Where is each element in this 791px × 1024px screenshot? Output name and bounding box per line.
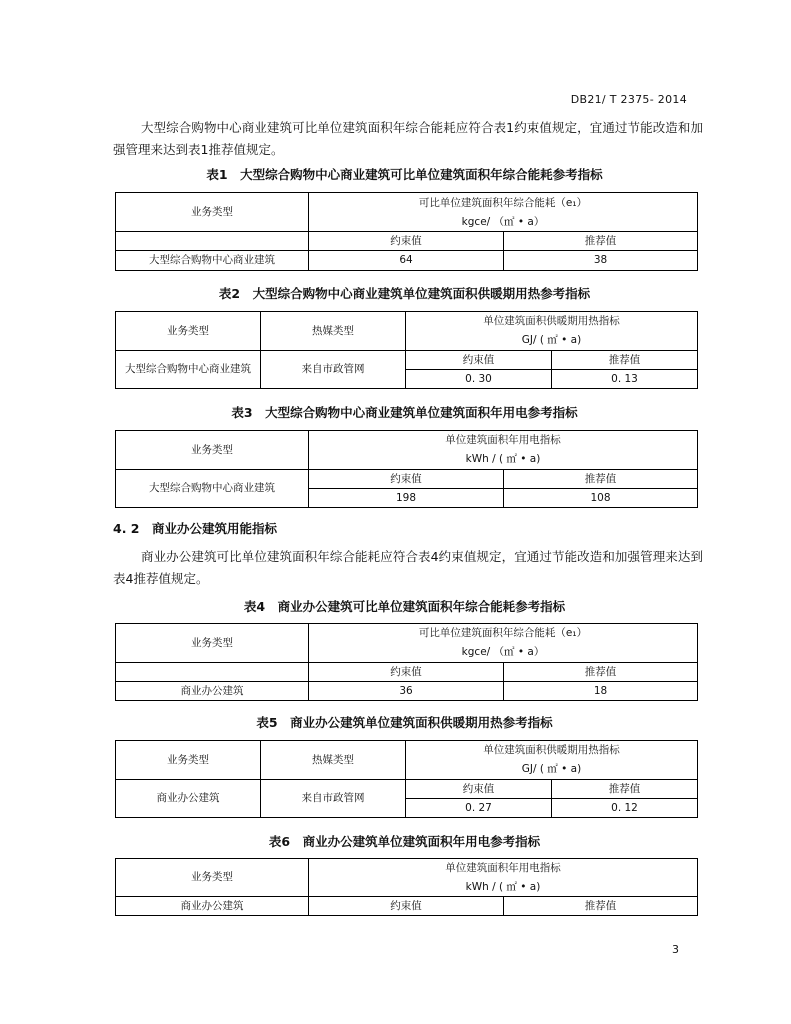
table1-header-type-spacer bbox=[116, 232, 309, 251]
table3-header-constraint: 约束值 bbox=[309, 470, 504, 489]
table-row bbox=[116, 897, 698, 916]
table4-header-type: 业务类型 bbox=[116, 624, 309, 663]
table5-header-constraint: 约束值 bbox=[406, 780, 552, 799]
table3-header-type: 业务类型 bbox=[116, 431, 309, 470]
table5-header-unit: GJ/ ( ㎡ • a) bbox=[406, 761, 698, 780]
table4-cell-constraint: 36 bbox=[309, 682, 504, 701]
table2-cell-medium: 来自市政管网 bbox=[261, 351, 406, 389]
table4-header-constraint: 约束值 bbox=[309, 663, 504, 682]
standard-code: DB21/ T 2375- 2014 bbox=[570, 93, 687, 106]
table3-header-unit: kWh / ( ㎡ • a) bbox=[309, 451, 698, 470]
table2-cell-constraint: 0. 30 bbox=[406, 370, 552, 389]
table3-cell-constraint: 198 bbox=[309, 489, 504, 508]
table1-cell-constraint: 64 bbox=[309, 251, 504, 271]
table2-header-medium: 热媒类型 bbox=[261, 312, 406, 351]
paragraph-table4-intro: 商业办公建筑可比单位建筑面积年综合能耗应符合表4约束值规定，宜通过节能改造和加强管理来达到表4推荐值规定。 bbox=[113, 549, 703, 586]
table4-cell-type: 商业办公建筑 bbox=[116, 682, 309, 701]
table5-header-recommended: 推荐值 bbox=[552, 780, 698, 799]
table2-caption: 表2 大型综合购物中心商业建筑单位建筑面积供暖期用热参考指标 bbox=[218, 286, 591, 301]
table6-header-type: 业务类型 bbox=[116, 859, 309, 897]
table1-header-recommended: 推荐值 bbox=[504, 232, 698, 251]
table2-header-indicator: 单位建筑面积供暖期用热指标 bbox=[406, 312, 698, 332]
table4-header-type-spacer bbox=[116, 663, 309, 682]
table6-cell-type: 商业办公建筑 bbox=[116, 897, 309, 916]
table1-caption: 表1 大型综合购物中心商业建筑可比单位建筑面积年综合能耗参考指标 bbox=[206, 167, 603, 182]
table5-cell-medium: 来自市政管网 bbox=[261, 780, 406, 818]
table6-header-unit: kWh / ( ㎡ • a) bbox=[309, 879, 698, 897]
table5-header-indicator: 单位建筑面积供暖期用热指标 bbox=[406, 741, 698, 761]
table6-header-indicator: 单位建筑面积年用电指标 bbox=[309, 859, 698, 879]
table6-caption: 表6 商业办公建筑单位建筑面积年用电参考指标 bbox=[268, 834, 541, 849]
table1-cell-type: 大型综合购物中心商业建筑 bbox=[116, 251, 309, 271]
table6-cell-constraint: 约束值 bbox=[309, 897, 504, 916]
table3-caption: 表3 大型综合购物中心商业建筑单位建筑面积年用电参考指标 bbox=[231, 405, 578, 420]
table1-header-unit: kgce/ （㎡ • a） bbox=[309, 214, 698, 232]
table-row bbox=[116, 470, 698, 489]
table3-cell-type: 大型综合购物中心商业建筑 bbox=[116, 470, 309, 508]
table-row bbox=[116, 682, 698, 701]
table2-header-recommended: 推荐值 bbox=[552, 351, 698, 370]
table3 bbox=[115, 430, 698, 508]
page-number: 3 bbox=[672, 943, 679, 956]
table-row bbox=[116, 251, 698, 271]
table3-header-indicator: 单位建筑面积年用电指标 bbox=[309, 431, 698, 451]
table1-header-indicator: 可比单位建筑面积年综合能耗（e₁） bbox=[309, 193, 698, 214]
table1-cell-recommended: 38 bbox=[504, 251, 698, 271]
table2-cell-type: 大型综合购物中心商业建筑 bbox=[116, 351, 261, 389]
table1-header-type: 业务类型 bbox=[116, 193, 309, 232]
paragraph-table1-intro: 大型综合购物中心商业建筑可比单位建筑面积年综合能耗应符合表1约束值规定，宜通过节能改造和加强管理来达到表1推荐值规定。 bbox=[113, 120, 703, 157]
table2 bbox=[115, 311, 698, 389]
table4-header-unit: kgce/ （㎡ • a） bbox=[309, 644, 698, 663]
table2-cell-recommended: 0. 13 bbox=[552, 370, 698, 389]
table4 bbox=[115, 623, 698, 701]
table4-cell-recommended: 18 bbox=[504, 682, 698, 701]
table5-caption: 表5 商业办公建筑单位建筑面积供暖期用热参考指标 bbox=[256, 715, 553, 730]
table2-header-type: 业务类型 bbox=[116, 312, 261, 351]
table4-header-indicator: 可比单位建筑面积年综合能耗（e₁） bbox=[309, 624, 698, 644]
table3-cell-recommended: 108 bbox=[504, 489, 698, 508]
table4-header-recommended: 推荐值 bbox=[504, 663, 698, 682]
table1 bbox=[115, 192, 698, 271]
table-row bbox=[116, 351, 698, 370]
table6-cell-recommended: 推荐值 bbox=[504, 897, 698, 916]
table5 bbox=[115, 740, 698, 818]
table2-header-unit: GJ/ ( ㎡ • a) bbox=[406, 332, 698, 351]
table5-cell-recommended: 0. 12 bbox=[552, 799, 698, 818]
table4-caption: 表4 商业办公建筑可比单位建筑面积年综合能耗参考指标 bbox=[243, 599, 566, 614]
table1-header-constraint: 约束值 bbox=[309, 232, 504, 251]
table3-header-recommended: 推荐值 bbox=[504, 470, 698, 489]
table5-header-medium: 热媒类型 bbox=[261, 741, 406, 780]
table5-cell-constraint: 0. 27 bbox=[406, 799, 552, 818]
section-heading-4-2: 4. 2 商业办公建筑用能指标 bbox=[113, 521, 277, 536]
table5-cell-type: 商业办公建筑 bbox=[116, 780, 261, 818]
table-row bbox=[116, 780, 698, 799]
table6 bbox=[115, 858, 698, 916]
table5-header-type: 业务类型 bbox=[116, 741, 261, 780]
table2-header-constraint: 约束值 bbox=[406, 351, 552, 370]
